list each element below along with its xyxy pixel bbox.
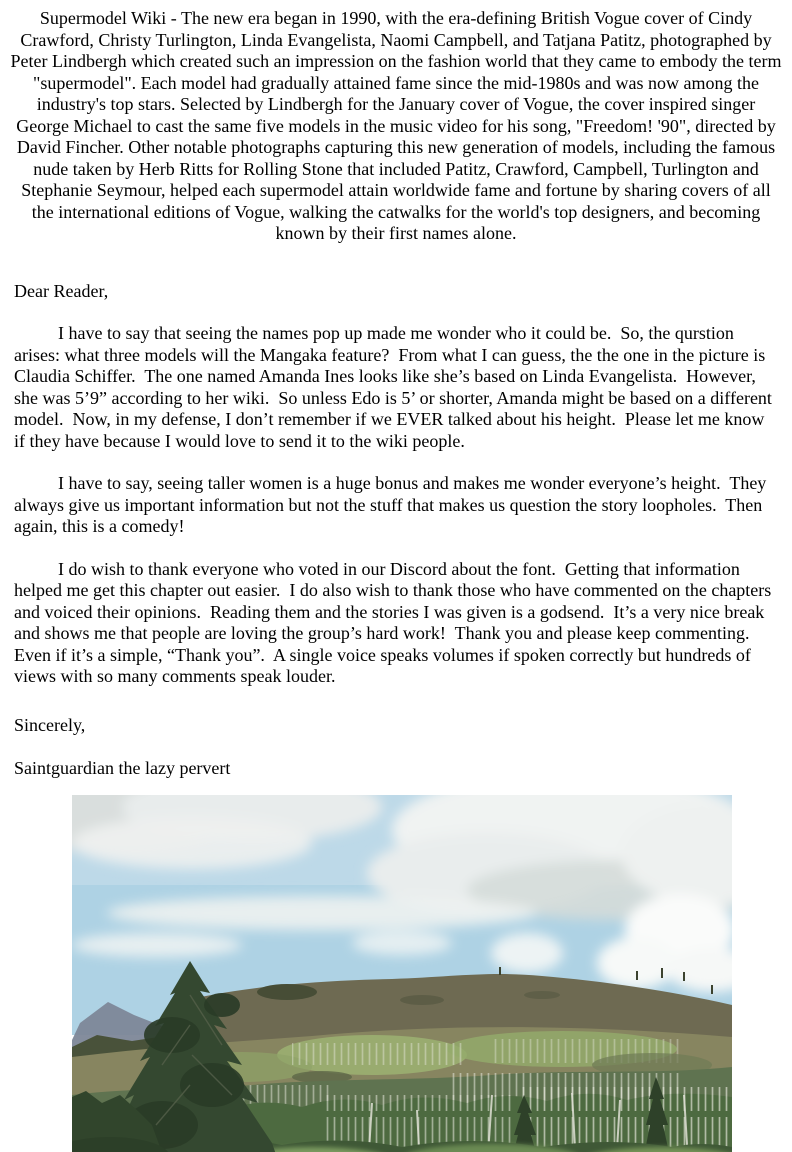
letter-paragraph-3: I do wish to thank everyone who voted in our Discord about the font. Getting that information helped me get this chapter out easier. I do also wish to thank those who have commented on the chapters and voiced their opinions. Reading them and the stories I was given is a godsend. It’s a very nice break and shows me that people are loving the group’s hard work! Thank you and please keep commenting. Even if it’s a simple, “Thank you”. A single voice speaks volumes if spoken correctly but hundreds of views with so many comments speak louder. [14, 558, 776, 686]
closing: Sincerely, [14, 714, 86, 735]
letter-paragraph-1: I have to say that seeing the names pop up made me wonder who it could be. So, the qurstion arises: what three models will the Mangaka feature? From what I can guess, the the one in the picture is Claudia Schiffer. The one named Amanda Ines looks like she’s based on Linda Evangelista. However, she was 5’9” according to her wiki. So unless Edo is 5’ or shorter, Amanda might be based on a different model. Now, in my defense, I don’t remember if we EVER talked about his height. Please let me know if they have because I would love to send it to the wiki people. [14, 323, 777, 451]
landscape-photo [72, 795, 732, 1152]
signature: Saintguardian the lazy pervert [14, 758, 231, 778]
landscape-photo-image [72, 795, 732, 1152]
letter-paragraph-2: I have to say, seeing taller women is a huge bonus and makes me wonder everyone’s height. They always give us important information but not the stuff that makes us question the story loopholes. Then again, this is a comedy! [14, 473, 771, 536]
intro-paragraph: Supermodel Wiki - The new era began in 1990, with the era-defining British Vogue cover of Cindy Crawford, Christy Turlington, Linda Evangelista, Naomi Campbell, and Tatjana Patitz, photographed by Peter Lindbergh which created such an impression on the fashion world that they came to embody the term "supermodel". Each model had gradually attained fame since the mid-1980s and was now among the industry's top stars. Selected by Lindbergh for the January cover of Vogue, the cover inspired singer George Michael to cast the same five models in the music video for his song, "Freedom! '90", directed by David Fincher. Other notable photographs capturing this new generation of models, including the famous nude taken by Herb Ritts for Rolling Stone that included Patitz, Crawford, Campbell, Turlington and Stephanie Seymour, helped each supermodel attain worldwide fame and fortune by sharing covers of all the international editions of Vogue, walking the catwalks for the world's top designers, and becoming known by their first names alone. [10, 8, 786, 243]
salutation: Dear Reader, [14, 280, 109, 301]
